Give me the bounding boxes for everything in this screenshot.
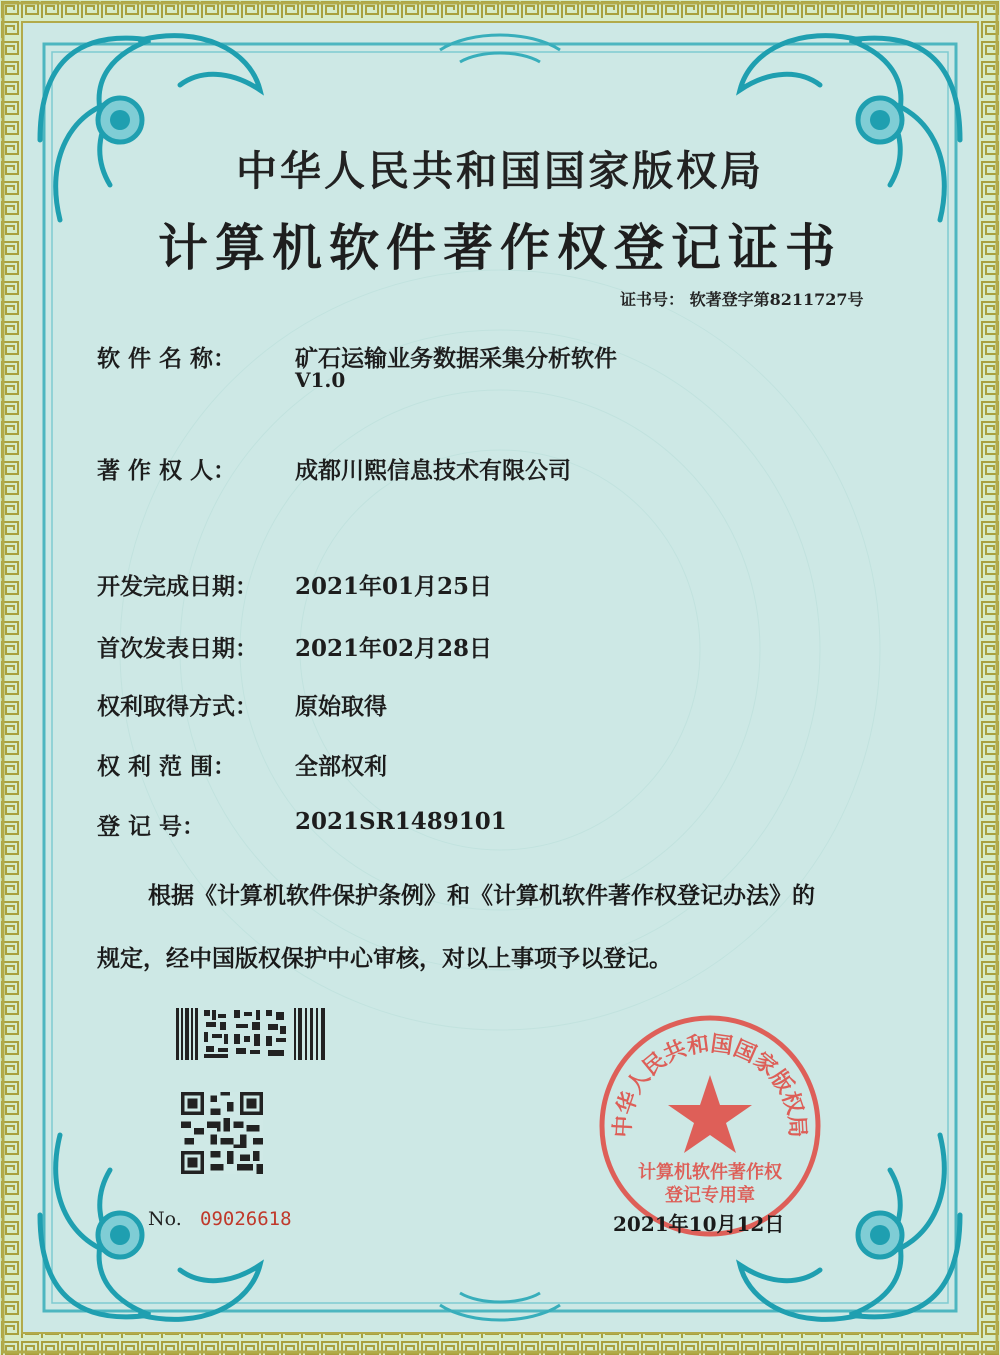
official-seal xyxy=(597,1013,823,1239)
issuer-heading: 中华人民共和国国家版权局 xyxy=(236,147,764,195)
acquire-way-label: 权利取得方式： xyxy=(97,693,258,720)
owner-label: 著 作 权 人： xyxy=(97,457,237,484)
owner-value: 成都川熙信息技术有限公司 xyxy=(295,457,571,484)
serial-label: No. xyxy=(148,1208,182,1230)
reg-number-label: 登 记 号： xyxy=(97,813,206,840)
dev-date-label: 开发完成日期： xyxy=(97,573,258,600)
certificate-number: 证书号： 软著登字第8211727号 xyxy=(620,290,864,309)
star-icon xyxy=(668,1075,752,1153)
publish-date-value: 2021年02月28日 xyxy=(295,635,493,662)
statement-line-2: 规定，经中国版权保护中心审核，对以上事项予以登记。 xyxy=(97,945,672,972)
software-name-value: 矿石运输业务数据采集分析软件 xyxy=(295,345,617,372)
dev-date-value: 2021年01月25日 xyxy=(295,573,493,600)
statement-line-1: 根据《计算机软件保护条例》和《计算机软件著作权登记办法》的 xyxy=(148,882,815,909)
reg-number-value: 2021SR1489101 xyxy=(295,808,507,835)
seal-inner-line-2: 登记专用章 xyxy=(665,1185,755,1206)
qr-code-image xyxy=(181,1092,263,1174)
software-version-value: V1.0 xyxy=(295,368,346,392)
software-name-label: 软 件 名 称： xyxy=(97,345,237,372)
certificate-title: 计算机软件著作权登记证书 xyxy=(158,218,842,277)
serial-number: 09026618 xyxy=(200,1208,292,1230)
issue-date: 2021年10月12日 xyxy=(613,1212,785,1236)
acquire-way-value: 原始取得 xyxy=(295,693,387,720)
barcode-image xyxy=(176,1008,328,1060)
scope-value: 全部权利 xyxy=(295,753,387,780)
seal-inner-line-1: 计算机软件著作权 xyxy=(638,1162,782,1183)
seal-outer-text: 中华人民共和国国家版权局 xyxy=(610,1031,810,1139)
scope-label: 权 利 范 围： xyxy=(97,753,237,780)
publish-date-label: 首次发表日期： xyxy=(97,635,258,662)
